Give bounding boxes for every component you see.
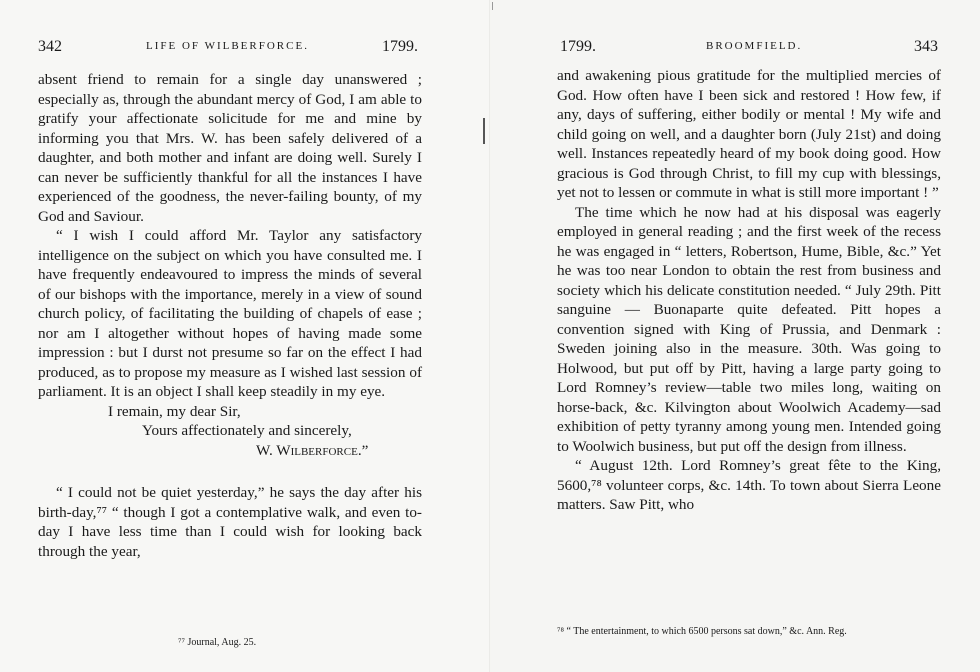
left-page-number: 342 — [38, 38, 62, 55]
left-running-title: LIFE OF WILBERFORCE. — [146, 40, 309, 52]
book-gutter — [489, 0, 491, 672]
letter-closing-line: Yours affectionately and sincerely, — [142, 422, 352, 439]
body-paragraph: The time which he now had at his disposal was eagerly employed in general reading ; and the first week of the recess he was engaged in “ letters, Robertson, Hume, Bible, &c.” Yet he was too near London to obtain the rest from business and society which his delicate constitution needed. “ July 29th. Pitt sanguine — Buonaparte quite defeated. Pitt hopes a convention signed with King of Prussia, and Denmark : Sweden joining also in the measure. 30th. Was going to Holwood, but put off by Pitt, having a large party going to Lord Romney’s review—table two miles long, waiting on horse-back, &c. Kilvington about Woolwich Academy—sad exhibition of petty tyranny among young men. Intended going to Woolwich business, but put off the design from illness. — [557, 203, 941, 455]
right-footnote: ⁷⁸ “ The entertainment, to which 6500 persons sat down,” &c. Ann. Reg. — [557, 626, 847, 637]
section-gap — [38, 460, 422, 483]
body-paragraph: “ I wish I could afford Mr. Taylor any satisfactory intelligence on the subject on which you have consulted me. I have frequently endeavoured to impress the minds of several of our bishops with the importance, merely in a view of sound church policy, of facilitating the building of chapels of ease ; nor am I altogether without hopes of having made some impression : but I durst not presume so far on the effect I had produced, as to propose my measure as I wished last session of parliament. It is an object I shall keep steadily in my eye. — [38, 227, 422, 400]
letter-signature: W. Wilberforce.” — [256, 441, 369, 459]
right-header-year: 1799. — [560, 38, 596, 55]
left-footnote: ⁷⁷ Journal, Aug. 25. — [178, 637, 257, 648]
top-tick-mark — [492, 2, 493, 10]
left-header-year: 1799. — [382, 38, 418, 55]
letter-closing-line: I remain, my dear Sir, — [108, 402, 241, 420]
left-page-body — [38, 70, 422, 561]
body-paragraph: “ I could not be quiet yesterday,” he says the day after his birth-day,⁷⁷ “ though I got a contemplative walk, and even to-day I have less time than I could wish for looking back through the year, — [38, 484, 422, 560]
right-page-body — [557, 66, 941, 515]
body-paragraph: “ August 12th. Lord Romney’s great fête to the King, 5600,⁷⁸ volunteer corps, &c. 14th. To town about Sierra Leone matters. Saw Pitt, who — [557, 457, 941, 513]
body-paragraph: and awakening pious gratitude for the multiplied mercies of God. How often have I been sick and restored ! How few, if any, days of suffering, either bodily or mental ! My wife and child going on well, and a daughter born (July 21st) and doing well. Instances repeatedly heard of my book doing good. How gracious is God through Christ, to fill my cup with blessings, yet not to lessen or commute in what is still more important ! ” — [557, 67, 941, 201]
gutter-mark — [483, 118, 485, 144]
right-page-number: 343 — [914, 38, 938, 55]
right-running-title: BROOMFIELD. — [706, 40, 803, 52]
body-paragraph: absent friend to remain for a single day unanswered ; especially as, through the abundant mercy of God, I am able to gratify your affectionate solicitude for me and mine by informing you that Mrs. W. has been safely delivered of a daughter, and both mother and infant are doing well. Surely I can never be sufficiently thankful for all the instances I have experienced of the goodness, the never-failing bounty, of my God and Saviour. — [38, 71, 422, 225]
